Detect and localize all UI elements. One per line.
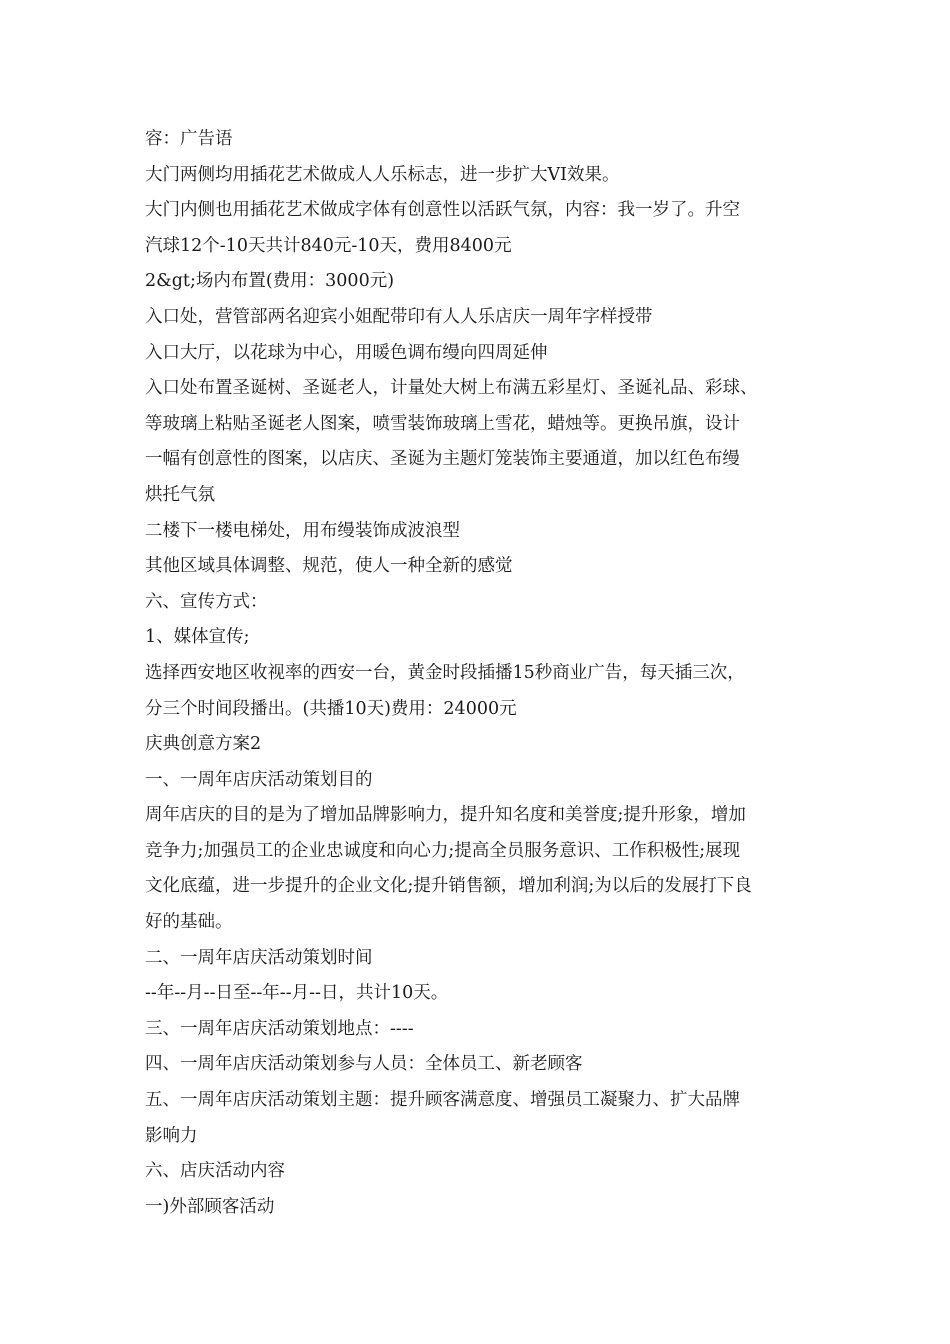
text-line: 入口处，营管部两名迎宾小姐配带印有人人乐店庆一周年字样授带 xyxy=(145,306,653,327)
document-body xyxy=(145,122,815,1225)
section-heading: 六、宣传方式： xyxy=(145,591,268,612)
text-line: 周年店庆的目的是为了增加品牌影响力，提升知名度和美誉度;提升形象，增加 xyxy=(145,805,746,826)
section-heading: 一)外部顾客活动 xyxy=(145,1196,275,1217)
text-line: --年--月--日至--年--月--日，共计10天。 xyxy=(145,983,449,1004)
text-line: 竞争力;加强员工的企业忠诚度和向心力;提高全员服务意识、工作积极性;展现 xyxy=(145,840,741,861)
text-line: 分三个时间段播出。(共播10天)费用：24000元 xyxy=(145,698,517,719)
text-line: 烘托气氛 xyxy=(145,484,215,505)
text-line: 入口大厅，以花球为中心，用暖色调布缦向四周延伸 xyxy=(145,342,548,363)
section-heading: 四、一周年店庆活动策划参与人员：全体员工、新老顾客 xyxy=(145,1054,583,1075)
text-line: 其他区域具体调整、规范，使人一种全新的感觉 xyxy=(145,556,513,577)
text-line: 容：广告语 xyxy=(145,129,233,149)
section-heading: 一、一周年店庆活动策划目的 xyxy=(145,769,373,790)
text-line: 好的基础。 xyxy=(145,912,233,933)
text-line: 二楼下一楼电梯处，用布缦装饰成波浪型 xyxy=(145,520,460,541)
section-heading: 五、一周年店庆活动策划主题：提升顾客满意度、增强员工凝聚力、扩大品牌 xyxy=(145,1090,740,1111)
text-line: 文化底蕴，进一步提升的企业文化;提升销售额，增加利润;为以后的发展打下良 xyxy=(145,876,752,897)
text-line: 大门两侧均用插花艺术做成人人乐标志，进一步扩大VI效果。 xyxy=(145,164,620,185)
text-line: 大门内侧也用插花艺术做成字体有创意性以活跃气氛，内容：我一岁了。升空 xyxy=(145,200,740,221)
text-line: 影响力 xyxy=(145,1125,198,1146)
text-line: 一幅有创意性的图案，以店庆、圣诞为主题灯笼装饰主要通道，加以红色布缦 xyxy=(145,449,740,470)
text-line: 入口处布置圣诞树、圣诞老人，计量处大树上布满五彩星灯、圣诞礼品、彩球、 xyxy=(145,378,758,399)
text-line: 选择西安地区收视率的西安一台，黄金时段插播15秒商业广告，每天插三次， xyxy=(145,662,745,683)
text-line: 2&gt;场内布置(费用：3000元) xyxy=(145,271,395,292)
text-line: 汽球12个-10天共计840元-10天，费用8400元 xyxy=(145,235,512,256)
section-heading: 二、一周年店庆活动策划时间 xyxy=(145,947,373,968)
section-heading: 庆典创意方案2 xyxy=(145,734,262,755)
section-heading: 六、店庆活动内容 xyxy=(145,1161,285,1182)
text-line: 等玻璃上粘贴圣诞老人图案，喷雪装饰玻璃上雪花，蜡烛等。更换吊旗，设计 xyxy=(145,413,740,434)
section-heading: 三、一周年店庆活动策划地点：---- xyxy=(145,1018,414,1039)
text-line: 1、媒体宣传; xyxy=(145,627,250,648)
